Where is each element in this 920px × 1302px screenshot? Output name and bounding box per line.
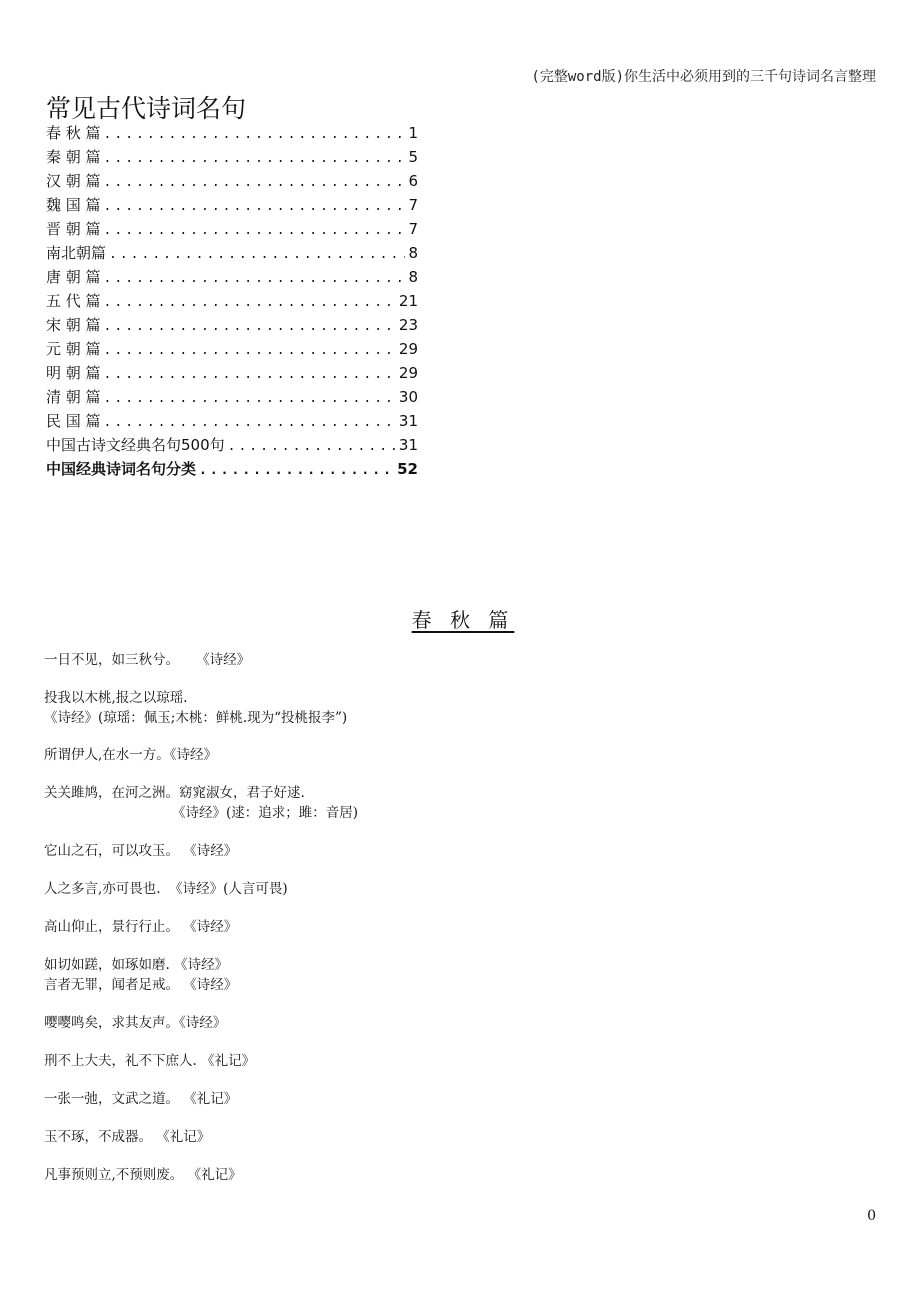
toc-entry-page: 7 (408, 220, 418, 238)
toc-leader-dots (104, 343, 396, 358)
toc-entry-label: 中国古诗文经典名句500句 (46, 436, 225, 454)
toc-entry-label: 元 朝 篇 (46, 340, 101, 358)
toc-entry-ming[interactable] (46, 362, 418, 386)
toc-entry-chunqiu[interactable] (46, 122, 418, 146)
toc-entry-label: 清 朝 篇 (46, 388, 101, 406)
quote-line: 一张一弛，文武之道。 《礼记》 (44, 1091, 238, 1107)
toc-entry-page: 8 (408, 268, 418, 286)
toc-entry-wei[interactable] (46, 194, 418, 218)
toc-title: 常见古代诗词名句 (46, 94, 247, 123)
toc-entry-label: 中国经典诗词名句分类 (46, 460, 197, 478)
toc-leader-dots (104, 271, 406, 286)
toc-entry-nanbeichao[interactable] (46, 242, 418, 266)
toc-entry-page: 29 (398, 364, 418, 382)
toc-entry-label: 春 秋 篇 (46, 124, 101, 142)
quote-line: 投我以木桃,报之以琼瑶. (44, 690, 188, 706)
quote-line: 它山之石，可以攻玉。 《诗经》 (44, 843, 238, 859)
toc-entry-page: 31 (398, 412, 418, 430)
quote-line: 《诗经》(逑：追求；雎：音居) (172, 805, 359, 821)
section-title-text: 春 秋 篇 (411, 608, 515, 632)
toc-entry-label: 宋 朝 篇 (46, 316, 101, 334)
page-number: 0 (867, 1208, 876, 1224)
quote-line: 一日不见，如三秋兮。 《诗经》 (44, 652, 251, 668)
toc-leader-dots (104, 127, 406, 142)
toc-leader-dots (104, 223, 406, 238)
toc-leader-dots (104, 295, 396, 310)
toc-entry-label: 晋 朝 篇 (46, 220, 101, 238)
toc-leader-dots (104, 151, 406, 166)
toc-entry-500-quotes[interactable] (46, 434, 418, 458)
toc-entry-page: 21 (398, 292, 418, 310)
quote-line: 嘤嘤鸣矣，求其友声。《诗经》 (44, 1015, 227, 1031)
toc-entry-label: 秦 朝 篇 (46, 148, 101, 166)
toc-entry-han[interactable] (46, 170, 418, 194)
toc-entry-wudai[interactable] (46, 290, 418, 314)
toc-leader-dots (228, 439, 396, 454)
toc-leader-dots (104, 415, 396, 430)
table-of-contents (46, 122, 418, 482)
toc-entry-qing[interactable] (46, 386, 418, 410)
toc-entry-jin[interactable] (46, 218, 418, 242)
toc-entry-page: 7 (408, 196, 418, 214)
toc-entry-page: 31 (398, 436, 418, 454)
toc-entry-label: 五 代 篇 (46, 292, 101, 310)
quote-line: 玉不琢，不成器。 《礼记》 (44, 1129, 211, 1145)
toc-leader-dots (199, 463, 394, 478)
toc-entry-qin[interactable] (46, 146, 418, 170)
toc-entry-page: 52 (397, 460, 418, 478)
toc-entry-song[interactable] (46, 314, 418, 338)
section-title (0, 604, 920, 633)
toc-entry-page: 29 (398, 340, 418, 358)
toc-entry-page: 1 (408, 124, 418, 142)
quote-line: 言者无罪，闻者足戒。 《诗经》 (44, 977, 238, 993)
toc-entry-page: 6 (408, 172, 418, 190)
toc-entry-page: 30 (398, 388, 418, 406)
toc-leader-dots (104, 391, 396, 406)
quote-line: 《诗经》(琼瑶：佩玉;木桃：鲜桃.现为“投桃报李”) (44, 710, 348, 726)
quote-line: 刑不上大夫，礼不下庶人. 《礼记》 (44, 1053, 256, 1069)
toc-entry-classification[interactable] (46, 458, 418, 482)
toc-entry-page: 8 (408, 244, 418, 262)
quote-line: 凡事预则立,不预则废。 《礼记》 (44, 1167, 242, 1183)
page-header: (完整word版)你生活中必须用到的三千句诗词名言整理 (531, 69, 876, 85)
toc-entry-label: 唐 朝 篇 (46, 268, 101, 286)
toc-leader-dots (104, 175, 406, 190)
quote-line: 如切如蹉，如琢如磨. 《诗经》 (44, 957, 229, 973)
toc-entry-label: 南北朝篇 (46, 244, 107, 262)
toc-entry-tang[interactable] (46, 266, 418, 290)
toc-entry-label: 民 国 篇 (46, 412, 101, 430)
toc-leader-dots (104, 319, 396, 334)
quote-line: 所谓伊人,在水一方。《诗经》 (44, 747, 218, 763)
quote-line: 人之多言,亦可畏也. 《诗经》(人言可畏) (44, 881, 288, 897)
toc-entry-label: 汉 朝 篇 (46, 172, 101, 190)
toc-entry-label: 魏 国 篇 (46, 196, 101, 214)
toc-leader-dots (104, 367, 396, 382)
quote-line: 高山仰止，景行行止。 《诗经》 (44, 919, 238, 935)
toc-entry-label: 明 朝 篇 (46, 364, 101, 382)
toc-entry-yuan[interactable] (46, 338, 418, 362)
toc-entry-page: 23 (398, 316, 418, 334)
toc-entry-minguo[interactable] (46, 410, 418, 434)
toc-leader-dots (109, 247, 405, 262)
toc-leader-dots (104, 199, 406, 214)
toc-entry-page: 5 (408, 148, 418, 166)
quote-line: 关关雎鸠，在河之洲。窈窕淑女，君子好逑. (44, 785, 305, 801)
